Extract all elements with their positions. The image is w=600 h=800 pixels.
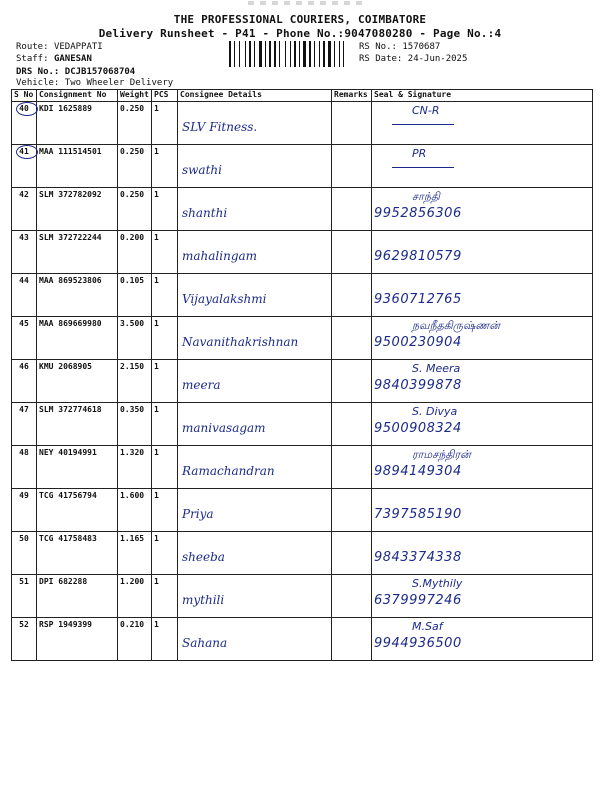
sno-value: 52: [19, 620, 29, 629]
barcode-bar: [319, 41, 320, 67]
consignment-cell: [37, 231, 118, 274]
weight-cell: [118, 145, 152, 188]
consignment-number: DPI 682288: [39, 577, 88, 586]
weight-value: 3.500: [120, 319, 145, 328]
consignee-cell: [178, 403, 332, 446]
handwritten-consignee-name: manivasagam: [182, 421, 266, 435]
runsheet-title: Delivery Runsheet - P41 - Phone No.:9047080280 - Page No.:4: [98, 27, 502, 40]
table-row: [12, 403, 593, 446]
pcs-cell: [152, 575, 178, 618]
sno-cell: [12, 575, 37, 618]
consignment-cell: [37, 102, 118, 145]
barcode-bar: [239, 41, 240, 67]
handwritten-signature: ராமசந்திரன்: [412, 448, 471, 461]
signature-underline: [392, 167, 454, 168]
handwritten-consignee-name: meera: [182, 378, 221, 392]
consignee-cell: [178, 446, 332, 489]
weight-value: 0.210: [120, 620, 145, 629]
remarks-cell: [332, 360, 372, 403]
pcs-cell: [152, 403, 178, 446]
pcs-value: 1: [154, 448, 159, 457]
weight-cell: [118, 317, 152, 360]
rs-no-label: RS No.:: [359, 42, 397, 52]
handwritten-consignee-name: Sahana: [182, 636, 228, 650]
barcode-bar: [299, 41, 300, 67]
consignee-cell: [178, 317, 332, 360]
handwritten-circle-mark: [16, 145, 38, 159]
signature-cell: [372, 489, 593, 532]
consignee-cell: [178, 360, 332, 403]
signature-cell: [372, 102, 593, 145]
route-label: Route:: [16, 42, 49, 52]
handwritten-phone-number: 9840399878: [374, 378, 462, 393]
consignment-cell: [37, 618, 118, 661]
weight-cell: [118, 360, 152, 403]
consignee-cell: [178, 231, 332, 274]
barcode: [229, 41, 353, 67]
sno-cell: [12, 145, 37, 188]
handwritten-phone-number: 9500230904: [374, 335, 462, 350]
weight-value: 0.250: [120, 190, 145, 199]
handwritten-signature: M.Saf: [412, 620, 443, 633]
company-title: THE PROFESSIONAL COURIERS, COIMBATORE: [173, 13, 427, 26]
weight-value: 2.150: [120, 362, 145, 371]
table-row: [12, 231, 593, 274]
table-row: [12, 188, 593, 231]
table-row: [12, 274, 593, 317]
pcs-cell: [152, 145, 178, 188]
handwritten-signature: S. Meera: [412, 362, 461, 375]
sno-value: 48: [19, 448, 29, 457]
remarks-cell: [332, 274, 372, 317]
consignment-number: MAA 111514501: [39, 147, 102, 156]
weight-value: 0.250: [120, 147, 145, 156]
weight-cell: [118, 403, 152, 446]
sno-value: 51: [19, 577, 29, 586]
barcode-bar: [229, 41, 231, 67]
table-row: [12, 317, 593, 360]
handwritten-signature: S. Divya: [412, 405, 458, 418]
handwritten-phone-number: 9500908324: [374, 421, 462, 436]
barcode-bar: [259, 41, 262, 67]
barcode-bar: [309, 41, 311, 67]
remarks-cell: [332, 145, 372, 188]
pcs-cell: [152, 489, 178, 532]
weight-cell: [118, 489, 152, 532]
pcs-value: 1: [154, 362, 159, 371]
barcode-bar: [339, 41, 340, 67]
staff-value: GANESAN: [53, 54, 92, 64]
consignment-cell: [37, 446, 118, 489]
remarks-cell: [332, 102, 372, 145]
rs-date-label: RS Date:: [359, 54, 403, 64]
barcode-bar: [254, 41, 255, 67]
sno-value: 46: [19, 362, 29, 371]
vehicle-line: [16, 77, 173, 89]
handwritten-consignee-name: SLV Fitness.: [182, 120, 258, 134]
rs-no-line: [359, 41, 440, 53]
signature-cell: [372, 532, 593, 575]
barcode-bar: [285, 41, 286, 67]
consignment-number: RSP 1949399: [39, 620, 92, 629]
vehicle-label: Vehicle:: [16, 78, 60, 88]
col-header-weight: Weight: [118, 90, 152, 102]
sno-cell: [12, 446, 37, 489]
table-row: [12, 102, 593, 145]
consignment-cell: [37, 145, 118, 188]
remarks-cell: [332, 188, 372, 231]
handwritten-phone-number: 7397585190: [374, 507, 462, 522]
sno-value: 42: [19, 190, 29, 199]
remarks-cell: [332, 317, 372, 360]
pcs-value: 1: [154, 147, 159, 156]
weight-cell: [118, 188, 152, 231]
pcs-cell: [152, 231, 178, 274]
pcs-value: 1: [154, 405, 159, 414]
weight-value: 1.200: [120, 577, 145, 586]
staff-line: [16, 53, 92, 65]
weight-value: 0.105: [120, 276, 145, 285]
weight-value: 0.350: [120, 405, 145, 414]
signature-cell: [372, 403, 593, 446]
staff-label: Staff:: [16, 54, 49, 64]
consignment-number: MAA 869669980: [39, 319, 102, 328]
col-header-remarks: Remarks: [332, 90, 372, 102]
consignee-cell: [178, 274, 332, 317]
vehicle-value: Two Wheeler Delivery: [64, 78, 174, 88]
pcs-cell: [152, 317, 178, 360]
consignment-cell: [37, 403, 118, 446]
pcs-value: 1: [154, 276, 159, 285]
handwritten-consignee-name: Navanithakrishnan: [182, 335, 299, 349]
table-row: [12, 575, 593, 618]
consignment-cell: [37, 489, 118, 532]
handwritten-consignee-name: mahalingam: [182, 249, 258, 263]
remarks-cell: [332, 231, 372, 274]
weight-value: 0.200: [120, 233, 145, 242]
runsheet-table: [11, 89, 593, 661]
barcode-bar: [323, 41, 325, 67]
consignment-number: TCG 41756794: [39, 491, 97, 500]
rs-no-value: 1570687: [402, 42, 441, 52]
handwritten-signature: S.Mythily: [412, 577, 463, 590]
table-row: [12, 618, 593, 661]
sno-cell: [12, 532, 37, 575]
handwritten-signature: PR: [412, 147, 427, 160]
consignment-number: MAA 869523806: [39, 276, 102, 285]
signature-cell: [372, 188, 593, 231]
drs-value: DCJB157068704: [64, 67, 136, 77]
handwritten-phone-number: 9843374338: [374, 550, 462, 565]
consignment-number: SLM 372774618: [39, 405, 102, 414]
sno-value: 49: [19, 491, 29, 500]
col-header-pcs: PCS: [152, 90, 178, 102]
pcs-value: 1: [154, 319, 159, 328]
consignment-cell: [37, 575, 118, 618]
sno-cell: [12, 489, 37, 532]
weight-cell: [118, 575, 152, 618]
barcode-bar: [249, 41, 251, 67]
consignee-cell: [178, 618, 332, 661]
consignment-number: KDI 1625889: [39, 104, 92, 113]
consignee-cell: [178, 532, 332, 575]
pcs-value: 1: [154, 577, 159, 586]
pcs-cell: [152, 188, 178, 231]
handwritten-phone-number: 6379997246: [374, 593, 462, 608]
pcs-value: 1: [154, 104, 159, 113]
drs-label: DRS No.:: [16, 67, 60, 77]
consignment-number: NEY 40194991: [39, 448, 97, 457]
barcode-bar: [290, 41, 291, 67]
handwritten-phone-number: 9952856306: [374, 206, 462, 221]
route-line: [16, 41, 103, 53]
weight-value: 1.165: [120, 534, 145, 543]
barcode-bar: [234, 41, 235, 67]
consignment-number: KMU 2068905: [39, 362, 92, 371]
sno-cell: [12, 360, 37, 403]
signature-cell: [372, 231, 593, 274]
consignee-cell: [178, 489, 332, 532]
remarks-cell: [332, 489, 372, 532]
sno-cell: [12, 317, 37, 360]
handwritten-consignee-name: shanthi: [182, 206, 228, 220]
consignment-number: SLM 372782092: [39, 190, 102, 199]
handwritten-phone-number: 9894149304: [374, 464, 462, 479]
handwritten-signature: CN-R: [412, 104, 440, 117]
handwritten-phone-number: 9629810579: [374, 249, 462, 264]
consignment-cell: [37, 274, 118, 317]
weight-value: 1.320: [120, 448, 145, 457]
sno-value: 44: [19, 276, 29, 285]
weight-value: 1.600: [120, 491, 145, 500]
signature-cell: [372, 274, 593, 317]
sno-value: 43: [19, 233, 29, 242]
table-header-row: [12, 90, 593, 102]
handwritten-consignee-name: sheeba: [182, 550, 225, 564]
sno-cell: [12, 102, 37, 145]
barcode-bar: [274, 41, 276, 67]
signature-cell: [372, 145, 593, 188]
signature-cell: [372, 317, 593, 360]
pcs-cell: [152, 274, 178, 317]
rs-date-value: 24-Jun-2025: [407, 54, 468, 64]
sno-cell: [12, 403, 37, 446]
consignment-number: TCG 41758483: [39, 534, 97, 543]
table-row: [12, 532, 593, 575]
signature-cell: [372, 618, 593, 661]
consignment-number: SLM 372722244: [39, 233, 102, 242]
table-row: [12, 145, 593, 188]
handwritten-phone-number: 9360712765: [374, 292, 462, 307]
table-row: [12, 360, 593, 403]
pcs-cell: [152, 532, 178, 575]
remarks-cell: [332, 446, 372, 489]
table-row: [12, 489, 593, 532]
table-row: [12, 446, 593, 489]
sno-value: 50: [19, 534, 29, 543]
remarks-cell: [332, 532, 372, 575]
consignee-cell: [178, 575, 332, 618]
barcode-bar: [294, 41, 296, 67]
pcs-value: 1: [154, 190, 159, 199]
remarks-cell: [332, 403, 372, 446]
weight-cell: [118, 446, 152, 489]
barcode-bar: [314, 41, 315, 67]
barcode-bar: [279, 41, 280, 67]
pcs-value: 1: [154, 534, 159, 543]
barcode-bar: [245, 41, 246, 67]
consignee-cell: [178, 188, 332, 231]
weight-cell: [118, 274, 152, 317]
consignment-cell: [37, 532, 118, 575]
handwritten-signature: சாந்தி: [412, 190, 440, 203]
sno-cell: [12, 231, 37, 274]
barcode-bar: [343, 41, 344, 67]
handwritten-consignee-name: Ramachandran: [182, 464, 275, 478]
sno-value: 47: [19, 405, 29, 414]
barcode-bar: [334, 41, 335, 67]
consignment-cell: [37, 317, 118, 360]
consignment-cell: [37, 188, 118, 231]
signature-cell: [372, 360, 593, 403]
sno-cell: [12, 618, 37, 661]
weight-cell: [118, 618, 152, 661]
pcs-cell: [152, 446, 178, 489]
handwritten-phone-number: 9944936500: [374, 636, 462, 651]
handwritten-signature: நவநீதகிருஷ்ணன்: [412, 319, 500, 332]
weight-cell: [118, 532, 152, 575]
handwritten-circle-mark: [16, 102, 38, 116]
handwritten-consignee-name: Vijayalakshmi: [182, 292, 267, 306]
barcode-bar: [328, 41, 331, 67]
col-header-consignment: Consignment No: [37, 90, 118, 102]
pcs-value: 1: [154, 233, 159, 242]
sno-value: 45: [19, 319, 29, 328]
col-header-consignee: Consignee Details: [178, 90, 332, 102]
remarks-cell: [332, 618, 372, 661]
scan-edge-marks: [248, 1, 368, 5]
pcs-value: 1: [154, 620, 159, 629]
barcode-bar: [265, 41, 266, 67]
pcs-cell: [152, 102, 178, 145]
signature-cell: [372, 446, 593, 489]
weight-value: 0.250: [120, 104, 145, 113]
remarks-cell: [332, 575, 372, 618]
handwritten-consignee-name: swathi: [182, 163, 222, 177]
consignee-cell: [178, 145, 332, 188]
signature-cell: [372, 575, 593, 618]
consignee-cell: [178, 102, 332, 145]
sno-cell: [12, 274, 37, 317]
route-value: VEDAPPATI: [53, 42, 103, 52]
sno-value: 41: [19, 147, 29, 156]
consignment-cell: [37, 360, 118, 403]
signature-underline: [392, 124, 454, 125]
weight-cell: [118, 231, 152, 274]
col-header-signature: Seal & Signature: [372, 90, 593, 102]
pcs-value: 1: [154, 491, 159, 500]
rs-date-line: [359, 53, 467, 65]
sno-cell: [12, 188, 37, 231]
weight-cell: [118, 102, 152, 145]
sno-value: 40: [19, 104, 29, 113]
col-header-sno: S No: [12, 90, 37, 102]
barcode-bar: [269, 41, 271, 67]
handwritten-consignee-name: mythili: [182, 593, 225, 607]
pcs-cell: [152, 618, 178, 661]
barcode-bar: [303, 41, 306, 67]
pcs-cell: [152, 360, 178, 403]
handwritten-consignee-name: Priya: [182, 507, 214, 521]
